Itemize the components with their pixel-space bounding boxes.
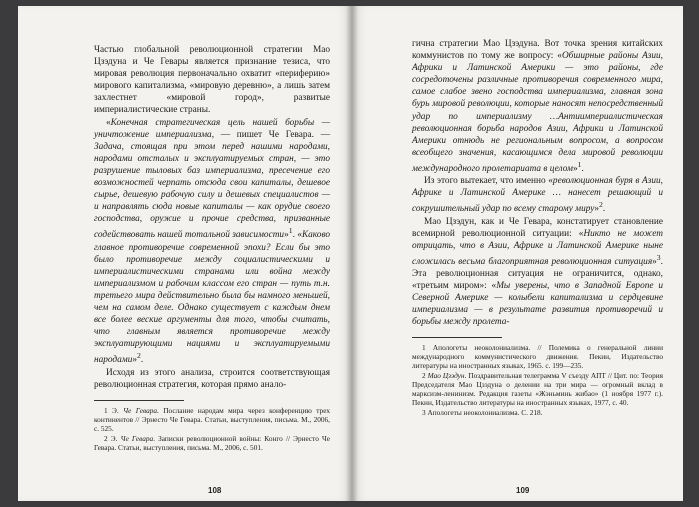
footnote-3: 3 Апологеты неоколониализма. С. 218. xyxy=(422,408,543,418)
page-number: 109 xyxy=(516,486,530,495)
right-body-text xyxy=(412,38,663,328)
footnote-1: 1 Э. Че Гевара. Послание народам мира через конференцию трех континентов // Эрнесто Че Гевара. Статьи, выступления, письма. М., 2006, с. 525. xyxy=(94,405,330,433)
footnote-divider xyxy=(94,400,184,401)
right-paragraph-1: гична стратегии Мао Цзэдуна. Вот точка зрения китайских коммунистов по тому же вопросу: «Обширные районы Азии, Африки и Латинской Америки — это районы, где сосредоточены различные противоречия современного мира, самое слабое звено господства империализма, главная зона бурь мировой революции, которые наносят непосредственный удар по империализму …Антиимпериалистическая революционная борьба народов Азии, Африки и Латинской Америки отнюдь не региональным вопросом, а вопросом всеобщего значения, касающимся дела мировой революции международного пролетариата в целом»$^1$. xyxy=(412,39,663,175)
left-paragraph-1: Частью глобальной революционной стратегии Мао Цзэдуна и Че Гевары является признание тезиса, что мировая революция первоначально охватит «периферию» мирового капитализма, «мировую деревню», а лишь затем захлестнет «мировой город», развитые империалистические страны. xyxy=(94,45,330,116)
left-footnotes xyxy=(94,406,330,452)
footnote-ref: 3 xyxy=(656,252,661,262)
left-page xyxy=(18,6,352,501)
right-footnotes xyxy=(412,343,663,417)
footnote-divider xyxy=(412,337,502,338)
left-paragraph-2: «Конечная стратегическая цель нашей борьбы — уничтожение империализма, — пишет Че Гевара. — Задача, стоящая при этом перед нашими народами, народами отсталых и эксплуатируемых стран, — это разрушение тыловых баз империализма, пресечение его возможностей черпать отсюда свои капиталы, дешевое сырье, дешевую рабочую силу и дешевых специалистов — и направлять сюда новые капиталы — как орудие своего господства, оружие и прочие средства, призванные содействовать нашей тотальной зависимости»$^1$. «Каково главное противоречие современной эпохи? Если бы это было противоречие между социалистическими и империалистическими странами или война между империализмом и рабочим классом его стран — путь т.н. третьего мира действительно была бы намного меньшей, чем на самом деле. Однако существует с каждым днем все более веские аргументы для того, чтобы считать, что главным является противоречие между эксплуатирующими нациями и эксплуатируемыми народами»$^2$. xyxy=(94,117,331,366)
left-paragraph-3: Исходя из этого анализа, строится соответствующая революционная стратегия, которая прямо анало- xyxy=(94,367,330,390)
right-paragraph-3: Мао Цзэдун, как и Че Гевара, констатирует становление всемирной революционной ситуации: «Никто не может отрицать, что в Азии, Африке и Латинской Америке ныне сложилась весьма благоприятная революционная ситуация»$^3$. Эта революционная ситуация не ограничится, однако, «третьим миром»: «Мы уверены, что в Западной Европе и Северной Америке — колыбели капитализма и сердцевине империализма — в результате развития противоречий и борьбы между пролета- xyxy=(412,216,663,328)
right-page xyxy=(352,6,683,501)
footnote-ref: 1 xyxy=(288,226,293,236)
left-body-text xyxy=(94,44,330,391)
book-spine-shadow xyxy=(346,6,358,501)
footnote-2: 2 Э. Че Гевара. Записки революционной войны: Конго // Эрнесто Че Гевара. Статьи, выступления, письма. М., 2006, с. 501. xyxy=(94,433,330,452)
footnote-ref: 2 xyxy=(599,200,603,210)
right-paragraph-2: Из этого вытекает, что именно «революционная буря в Азии, Африке и Латинской Америке … нанесет решающий и сокрушительный удар по всему старому миру»$^2$. xyxy=(412,176,663,215)
footnote-ref: 2 xyxy=(137,351,141,361)
footnote-2: 2 Мао Цзэдун. Поздравительная телеграмма V съезду АПТ // Цит. по: Теория Председателя Мао Цзэдуна о делении на три мира — огромный вклад в марксизм-ленинизм. Редакция газеты «Жэньминь жибао» (1 ноября 1977 г.). Пекин, Издательство литературы на иностранных языках, 1977, с. 40. xyxy=(412,371,663,408)
page-number: 108 xyxy=(208,486,222,495)
footnote-1: 1 Апологеты неоколониализма. // Полемика о генеральной линии международного коммунистического движения. Пекин, Издательство литературы на иностранных языках, 1965. с. 199—235. xyxy=(412,343,663,371)
footnote-ref: 1 xyxy=(577,159,582,169)
